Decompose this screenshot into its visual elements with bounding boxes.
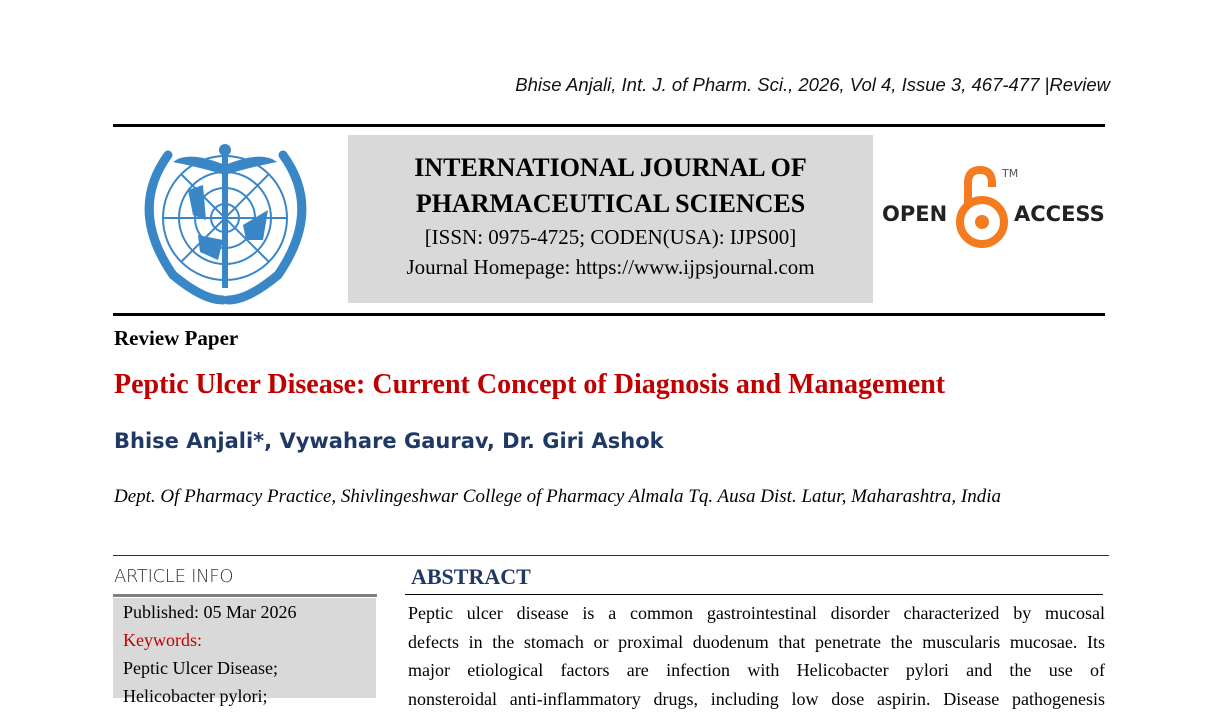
abstract-line: Peptic ulcer disease is a common gastrointestinal disorder characterized by mucosal xyxy=(408,599,1105,628)
keyword: Helicobacter pylori; xyxy=(123,682,366,710)
keyword: Peptic Ulcer Disease; xyxy=(123,654,366,682)
journal-title-line1: INTERNATIONAL JOURNAL OF xyxy=(348,150,873,186)
abstract-heading: ABSTRACT xyxy=(411,564,531,590)
article-info-rule xyxy=(113,594,377,597)
journal-emblem-logo xyxy=(128,140,323,305)
open-access-logo xyxy=(880,165,1106,250)
paper-type: Review Paper xyxy=(114,326,238,351)
affiliation: Dept. Of Pharmacy Practice, Shivlingeshwar College of Pharmacy Almala Tq. Ausa Dist. Latur, Maharashtra, India xyxy=(114,482,1114,511)
access-text: ACCESS xyxy=(1014,202,1105,226)
trademark: TM xyxy=(1002,167,1018,180)
authors: Bhise Anjali*, Vywahare Gaurav, Dr. Giri Ashok xyxy=(114,429,664,453)
journal-homepage[interactable]: Journal Homepage: https://www.ijpsjournal.com xyxy=(348,252,873,282)
abstract-line: nonsteroidal anti-inflammatory drugs, including low dose aspirin. Disease pathogenesis xyxy=(408,685,1105,713)
abstract-text xyxy=(408,599,1105,713)
paper-title: Peptic Ulcer Disease: Current Concept of Diagnosis and Management xyxy=(114,369,945,401)
abstract-line: defects in the stomach or proximal duodenum that penetrate the muscularis mucosae. Its xyxy=(408,628,1105,657)
abstract-rule xyxy=(405,594,1103,595)
header-rule-bottom xyxy=(113,313,1105,316)
journal-issn: [ISSN: 0975-4725; CODEN(USA): IJPS00] xyxy=(348,222,873,252)
citation-header: Bhise Anjali, Int. J. of Pharm. Sci., 2026, Vol 4, Issue 3, 467-477 |Review xyxy=(515,74,1110,96)
abstract-line: major etiological factors are infection with Helicobacter pylori and the use of xyxy=(408,656,1105,685)
journal-title-box xyxy=(348,135,873,303)
article-info-heading: ARTICLE INFO xyxy=(114,566,233,587)
journal-title-line2: PHARMACEUTICAL SCIENCES xyxy=(348,186,873,222)
published-date: Published: 05 Mar 2026 xyxy=(123,598,366,626)
article-info-box xyxy=(113,598,376,698)
open-text: OPEN xyxy=(882,202,947,226)
keywords-label: Keywords: xyxy=(123,626,366,654)
divider xyxy=(113,555,1109,556)
header-rule-top xyxy=(113,124,1105,127)
